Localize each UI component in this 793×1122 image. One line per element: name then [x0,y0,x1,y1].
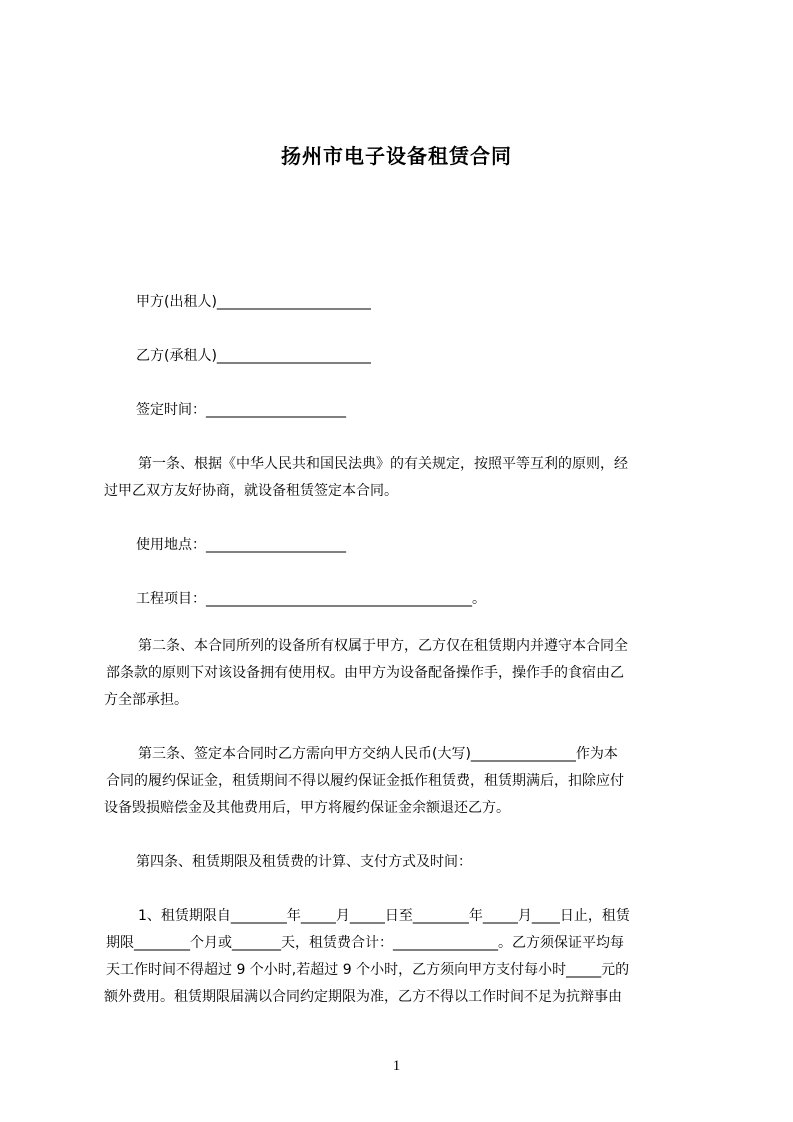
article-4-item-1-line-2: 期限________个月或_______天，租赁费合计：_______________。乙方须保证平均每 [106,935,624,951]
article-2-line-2: 部条款的原则下对该设备拥有使用权。由甲方为设备配备操作手，操作手的食宿由乙 [106,665,624,681]
article-1-line-1: 第一条、根据《中华人民共和国民法典》的有关规定，按照平等互利的原则，经 [138,456,628,472]
article-4-item-1-line-3: 天工作时间不得超过 9 个小时,若超过 9 个小时，乙方须向甲方支付每小时_____元的 [106,962,630,978]
article-3-line-3: 设备毁损赔偿金及其他费用后，甲方将履约保证金余额退还乙方。 [104,800,510,816]
document-title: 扬州市电子设备租赁合同 [281,144,512,168]
article-4-heading: 第四条、租赁期限及租赁费的计算、支付方式及时间： [136,854,472,870]
article-3-line-1: 第三条、签定本合同时乙方需向甲方交纳人民币(大写)_______________作为本 [138,746,618,762]
article-2-line-1: 第二条、本合同所列的设备所有权属于甲方，乙方仅在租赁期内并遵守本合同全 [138,638,628,654]
signing-date-line: 签定时间：____________________ [136,402,346,418]
article-4-item-1-line-4: 额外费用。租赁期限届满以合同约定期限为准，乙方不得以工作时间不足为抗辩事由 [104,989,622,1005]
party-b-line: 乙方(承租人)______________________ [136,348,371,364]
article-4-item-1-line-1: 1、租赁期限自________年_____月_____日至________年_____月____日止，租赁 [138,908,630,924]
article-1-line-2: 过甲乙双方友好协商，就设备租赁签定本合同。 [104,483,398,499]
usage-location-line: 使用地点：____________________ [136,537,346,553]
project-line: 工程项目：______________________________________。 [136,591,486,607]
party-a-line: 甲方(出租人)______________________ [136,294,371,310]
article-3-line-2: 合同的履约保证金，租赁期间不得以履约保证金抵作租赁费，租赁期满后，扣除应付 [106,773,624,789]
article-2-line-3: 方全部承担。 [104,692,188,708]
page-number: 1 [392,1058,401,1074]
